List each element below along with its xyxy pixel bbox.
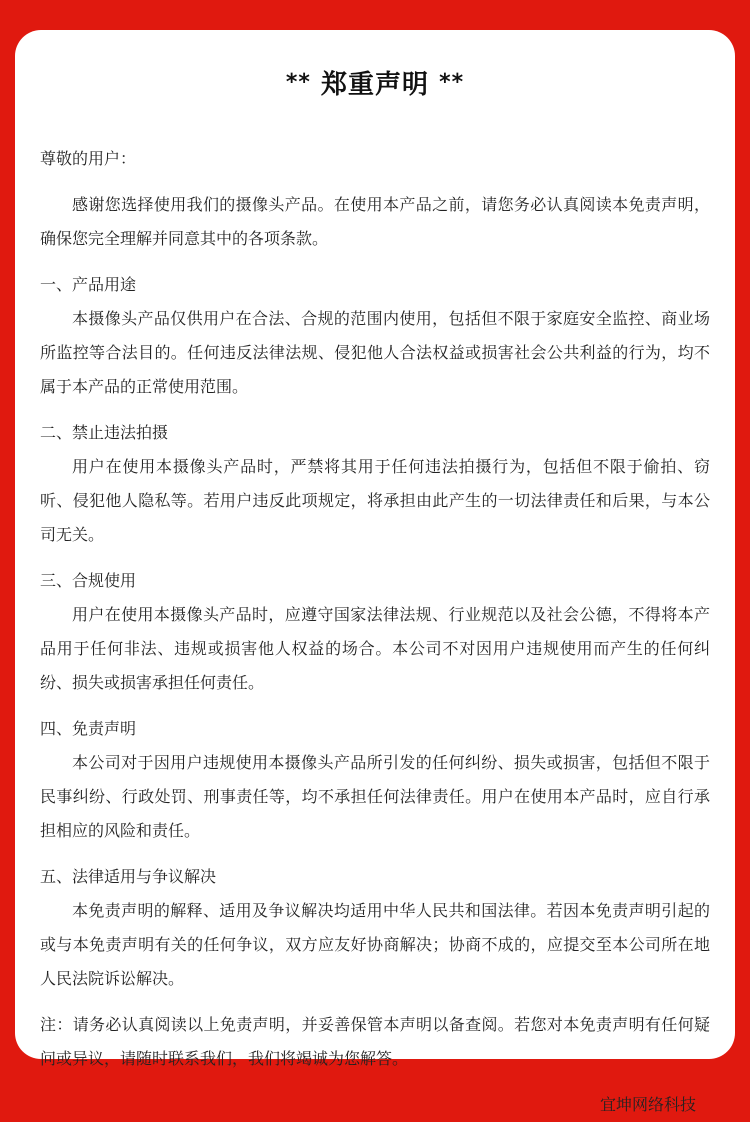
section-body: 本摄像头产品仅供用户在合法、合规的范围内使用，包括但不限于家庭安全监控、商业场所监控等合法目的。任何违反法律法规、侵犯他人合法权益或损害社会公共利益的行为，均不属于本产品的正常使用范围。 [40, 309, 710, 396]
section-compliant-use [40, 564, 710, 700]
section-body: 用户在使用本摄像头产品时，严禁将其用于任何违法拍摄行为，包括但不限于偷拍、窃听、侵犯他人隐私等。若用户违反此项规定，将承担由此产生的一切法律责任和后果，与本公司无关。 [40, 457, 710, 544]
section-disclaimer [40, 712, 710, 848]
section-heading: 二、禁止违法拍摄 [40, 423, 169, 442]
section-body: 用户在使用本摄像头产品时，应遵守国家法律法规、行业规范以及社会公德，不得将本产品用于任何非法、违规或损害他人权益的场合。本公司不对因用户违规使用而产生的任何纠纷、损失或损害承担任何责任。 [40, 605, 710, 692]
title-stars-left: ** [285, 70, 311, 95]
section-body: 本免责声明的解释、适用及争议解决均适用中华人民共和国法律。若因本免责声明引起的或与本免责声明有关的任何争议，双方应友好协商解决；协商不成的，应提交至本公司所在地人民法院诉讼解决。 [40, 901, 710, 988]
closing-note: 注：请务必认真阅读以上免责声明，并妥善保管本声明以备查阅。若您对本免责声明有任何疑问或异议，请随时联系我们，我们将竭诚为您解答。 [40, 1015, 710, 1068]
statement-card [15, 30, 735, 1114]
title-text: 郑重声明 [320, 70, 429, 100]
section-heading: 四、免责声明 [40, 719, 137, 738]
title-stars-right: ** [439, 70, 465, 95]
company-signature: 宜坤网络科技 [599, 1095, 696, 1114]
section-heading: 一、产品用途 [40, 275, 137, 294]
section-purpose [40, 268, 710, 404]
section-prohibited-filming [40, 416, 710, 552]
section-heading: 三、合规使用 [40, 571, 137, 590]
section-governing-law [40, 860, 710, 996]
page-title [40, 64, 710, 106]
intro-paragraph: 感谢您选择使用我们的摄像头产品。在使用本产品之前，请您务必认真阅读本免责声明，确保您完全理解并同意其中的各项条款。 [40, 195, 710, 248]
section-body: 本公司对于因用户违规使用本摄像头产品所引发的任何纠纷、损失或损害，包括但不限于民事纠纷、行政处罚、刑事责任等，均不承担任何法律责任。用户在使用本产品时，应自行承担相应的风险和责任。 [40, 753, 710, 840]
section-heading: 五、法律适用与争议解决 [40, 867, 217, 886]
greeting: 尊敬的用户： [40, 149, 137, 168]
